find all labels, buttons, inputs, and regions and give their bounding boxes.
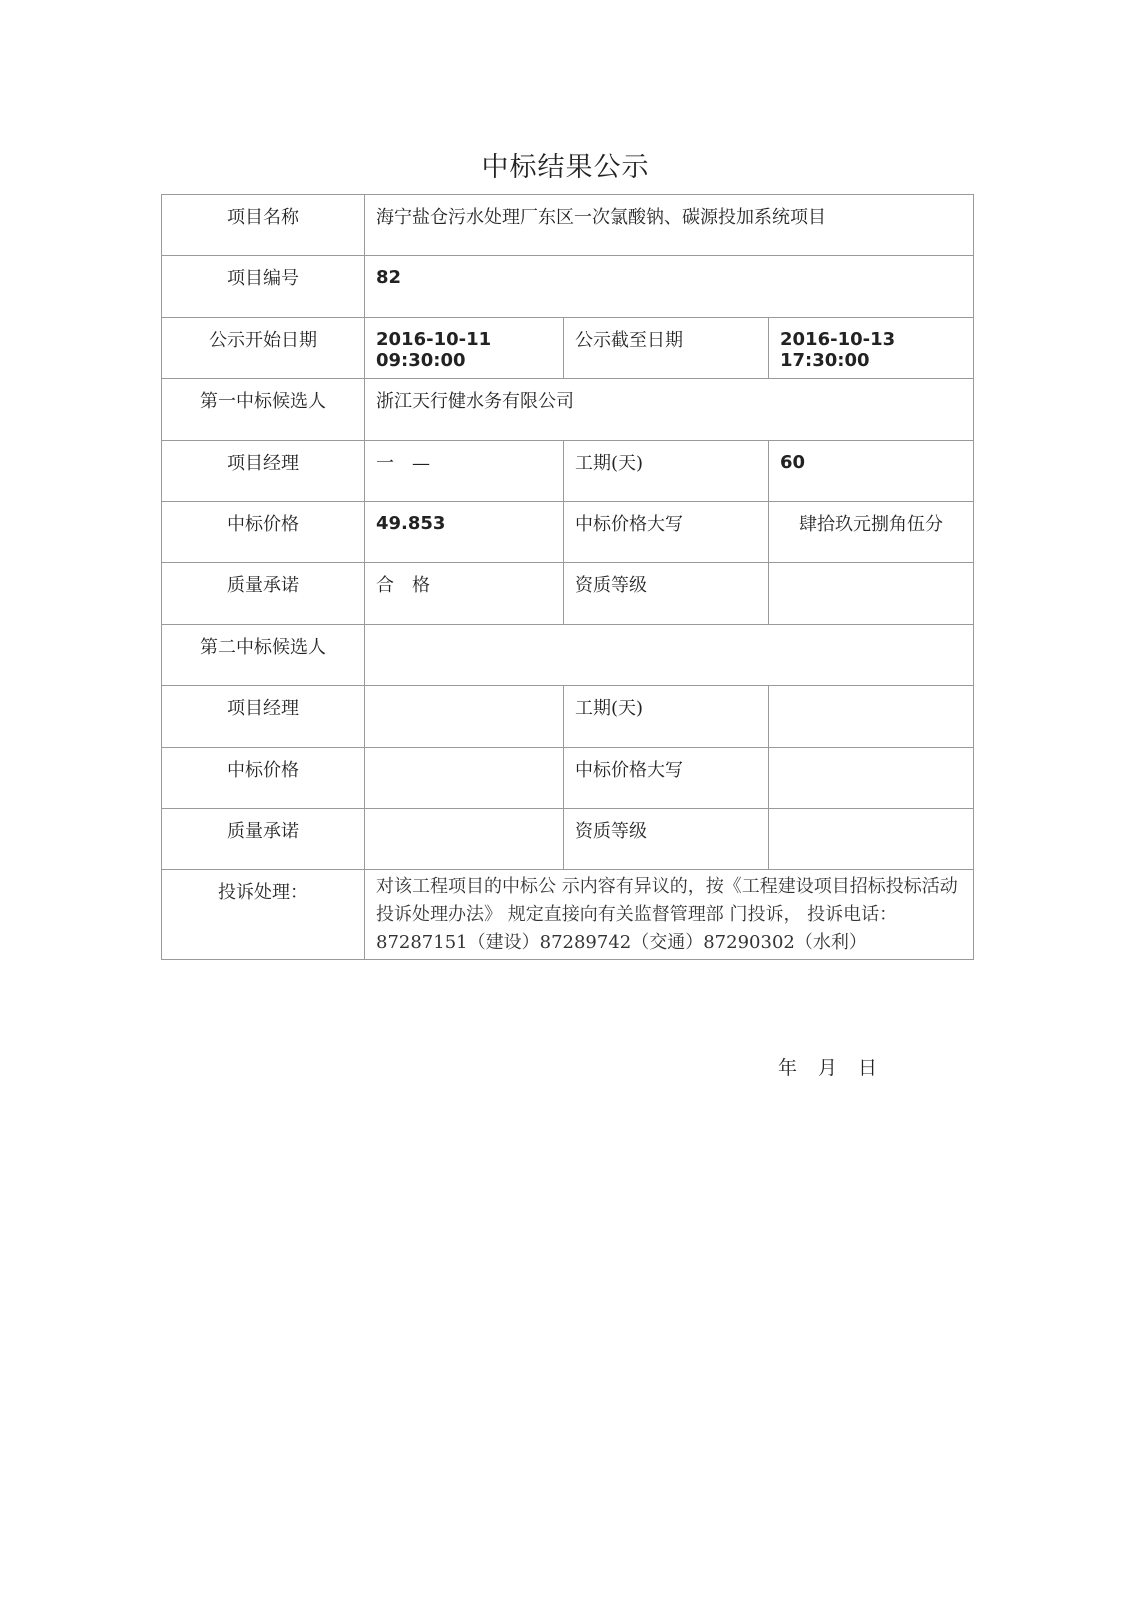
second-candidate-label: 第二中标候选人	[162, 624, 365, 685]
page-title: 中标结果公示	[481, 152, 650, 183]
complaint-text: 对该工程项目的中标公 示内容有异议的，按《工程建设项目招标投标活动投诉处理办法》 规定直接向有关监督管理部 门投诉， 投诉电话：87287151（建设）87289742（交通）87290302（水利）	[365, 870, 974, 960]
project-name-label: 项目名称	[162, 195, 365, 256]
second-price-label: 中标价格	[162, 747, 365, 808]
table-row	[162, 686, 974, 747]
table-row	[162, 808, 974, 869]
second-grade-value	[769, 808, 974, 869]
first-quality-label: 质量承诺	[162, 563, 365, 624]
first-price-caps-value: 肆拾玖元捌角伍分	[769, 501, 974, 562]
second-candidate-value	[365, 624, 974, 685]
complaint-label: 投诉处理：	[162, 870, 365, 960]
first-period-label: 工期(天)	[564, 440, 769, 501]
second-manager-label: 项目经理	[162, 686, 365, 747]
table-row	[162, 195, 974, 256]
project-number-label: 项目编号	[162, 256, 365, 317]
first-price-label: 中标价格	[162, 501, 365, 562]
date-line: 年 月 日	[778, 1057, 879, 1079]
first-quality-value: 合 格	[365, 563, 564, 624]
table-row	[162, 317, 974, 378]
second-price-caps-label: 中标价格大写	[564, 747, 769, 808]
project-number-value: 82	[365, 256, 974, 317]
table-row	[162, 379, 974, 440]
end-date-value: 2016-10-13 17:30:00	[769, 317, 974, 378]
first-grade-value	[769, 563, 974, 624]
second-price-value	[365, 747, 564, 808]
table-row	[162, 747, 974, 808]
first-price-caps-label: 中标价格大写	[564, 501, 769, 562]
table-row	[162, 563, 974, 624]
first-candidate-label: 第一中标候选人	[162, 379, 365, 440]
table-row	[162, 256, 974, 317]
second-grade-label: 资质等级	[564, 808, 769, 869]
first-manager-label: 项目经理	[162, 440, 365, 501]
first-manager-value: 一 —	[365, 440, 564, 501]
table-row	[162, 624, 974, 685]
start-date-label: 公示开始日期	[162, 317, 365, 378]
second-price-caps-value	[769, 747, 974, 808]
project-name-value: 海宁盐仓污水处理厂东区一次氯酸钠、碳源投加系统项目	[365, 195, 974, 256]
second-period-value	[769, 686, 974, 747]
second-manager-value	[365, 686, 564, 747]
second-period-label: 工期(天)	[564, 686, 769, 747]
first-grade-label: 资质等级	[564, 563, 769, 624]
table-row	[162, 501, 974, 562]
end-date-label: 公示截至日期	[564, 317, 769, 378]
first-candidate-value: 浙江天行健水务有限公司	[365, 379, 974, 440]
table-row	[162, 870, 974, 960]
start-date-value: 2016-10-11 09:30:00	[365, 317, 564, 378]
table-row	[162, 440, 974, 501]
second-quality-label: 质量承诺	[162, 808, 365, 869]
bid-result-table	[161, 194, 974, 960]
second-quality-value	[365, 808, 564, 869]
first-price-value: 49.853	[365, 501, 564, 562]
first-period-value: 60	[769, 440, 974, 501]
